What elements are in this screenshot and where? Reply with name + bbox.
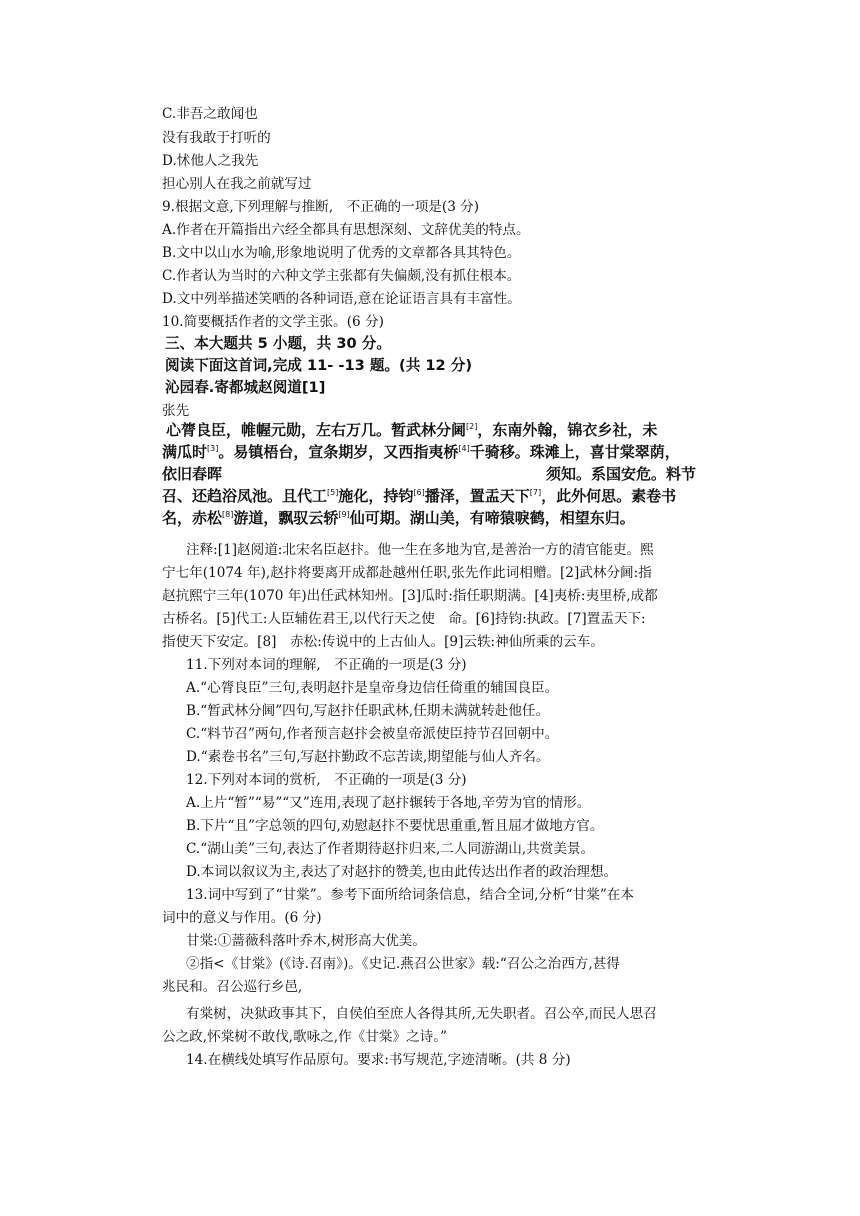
question-12-stem: 12.下列对本词的赏析, 不正确的一项是(3 分) xyxy=(186,772,467,788)
question-9-option-a: A.作者在开篇指出六经全都具有思想深刻、文辞优美的特点。 xyxy=(162,222,530,238)
question-12-option-b: B.下片“且”字总领的四句,劝慰赵抃不要忧思重重,暂且屈才做地方官。 xyxy=(186,818,604,834)
question-11-option-c: C.“料节召”两句,作者预言赵抃会被皇帝派使臣持节召回朝中。 xyxy=(186,726,559,742)
option-d-translation: 担心别人在我之前就写过 xyxy=(162,176,312,192)
notes-line-3: 赵抗熙宁三年(1070 年)出任武林知州。[3]瓜时:指任职期满。[4]夷桥:夷里桥,成都 xyxy=(162,588,658,604)
question-9-option-d: D.文中列举描述笑哂的各种词语,意在论证语言具有丰富性。 xyxy=(162,291,521,307)
question-11-option-d: D.“素卷书名”三句,写赵抃勤政不忘苦读,期望能与仙人齐名。 xyxy=(186,749,550,765)
option-c-translation: 没有我敢于打听的 xyxy=(162,130,271,146)
gantang-definition-5: 公之政,怀棠树不敢伐,歌咏之,作《甘棠》之诗。” xyxy=(162,1029,447,1045)
question-13-line-2: 词中的意义与作用。(6 分) xyxy=(162,910,322,926)
section-3-heading: 三、本大题共 5 小题，共 30 分。 xyxy=(165,335,391,352)
gantang-definition-2: ②指<《甘棠》(《诗.召南》)。《史记.燕召公世家》载:“召公之治西方,甚得 xyxy=(186,956,620,972)
question-13-line-1: 13.词中写到了“甘棠”。参考下面所给词条信息，结合全词,分析“甘棠”在本 xyxy=(186,887,634,903)
poem-title: 沁园春.寄都城赵阅道[1] xyxy=(165,379,326,396)
notes-line-4: 古桥名。[5]代工:人臣辅佐君王,以代行天之使 命。[6]持钧:执政。[7]置盂天下: xyxy=(162,611,646,627)
notes-line-2: 宁七年(1074 年),赵抃将要离开成都赴越州任职,张先作此词相赠。[2]武林分阃:指 xyxy=(162,565,652,581)
question-9-option-c: C.作者认为当时的六种文学主张都有失偏颇,没有抓住根本。 xyxy=(162,268,521,284)
poem-line-4: 召、还趋浴凤池。且代工[5]施化，持钧[6]播泽，置盂天下[7]，此外何思。素卷书 xyxy=(162,487,677,505)
notes-line-1: 注释:[1]赵阅道:北宋名臣赵抃。他一生在多地为官,是善治一方的清官能吏。熙 xyxy=(186,542,654,558)
option-c: C.非吾之敢闻也 xyxy=(162,106,258,122)
option-d: D.怵他人之我先 xyxy=(162,153,259,169)
question-12-option-c: C.“湖山美”三句,表达了作者期待赵抃归来,二人同游湖山,共赏美景。 xyxy=(186,841,595,857)
gantang-definition-3: 兆民和。召公巡行乡邑, xyxy=(162,979,303,995)
question-12-option-a: A.上片“暂”“易”“又”连用,表现了赵抃辗转于各地,辛劳为官的情形。 xyxy=(186,795,591,811)
question-9-option-b: B.文中以山水为喻,形象地说明了优秀的文章都各具其特色。 xyxy=(162,245,521,261)
question-12-option-d: D.本词以叙议为主,表达了对赵抃的赞美,也由此传达出作者的政治理想。 xyxy=(186,864,618,880)
gantang-definition-1: 甘棠:①蔷薇科落叶乔木,树形高大优美。 xyxy=(186,933,426,949)
question-11-option-b: B.“暂武林分阃”四句,写赵抃任职武林,任期未满就转赴他任。 xyxy=(186,703,550,719)
question-11-stem: 11.下列对本词的理解, 不正确的一项是(3 分) xyxy=(186,657,467,673)
poem-line-2: 满瓜时[3]。易镇梧台，宣条期岁，又西指夷桥[4]千骑移。珠滩上，喜甘棠翠荫， xyxy=(162,443,680,461)
question-14: 14.在横线处填写作品原句。要求:书写规范,字迹清晰。(共 8 分) xyxy=(186,1052,571,1068)
poem-body xyxy=(162,419,737,529)
question-11-option-a: A.“心膂良臣”三句,表明赵抃是皇帝身边信任倚重的辅国良臣。 xyxy=(186,680,559,696)
gantang-definition-4: 有棠树，决狱政事其下，自侯伯至庶人各得其所,无失职者。召公卒,而民人思召 xyxy=(186,1006,657,1022)
question-10: 10.简要概括作者的文学主张。(6 分) xyxy=(162,314,384,330)
notes-line-5: 指使天下安定。[8] 赤松:传说中的上古仙人。[9]云轶:神仙所乘的云车。 xyxy=(162,634,604,650)
reading-instruction: 阅读下面这首词,完成 11- -13 题。(共 12 分) xyxy=(165,357,473,374)
poem-author: 张先 xyxy=(162,403,190,419)
question-9-stem: 9.根据文意,下列理解与推断, 不正确的一项是(3 分) xyxy=(162,199,480,215)
poem-line-1: 心膂良臣，帷幄元勋，左右万几。暂武林分阃[2]，东南外翰，锦衣乡社，未 xyxy=(166,421,658,439)
poem-line-3: 依旧春晖 须知。系国安危。料节 xyxy=(162,465,697,483)
poem-line-5: 名，赤松[8]游道，飘驭云轿[9]仙可期。湖山美，有啼猿唳鹤，相望东归。 xyxy=(162,509,635,527)
